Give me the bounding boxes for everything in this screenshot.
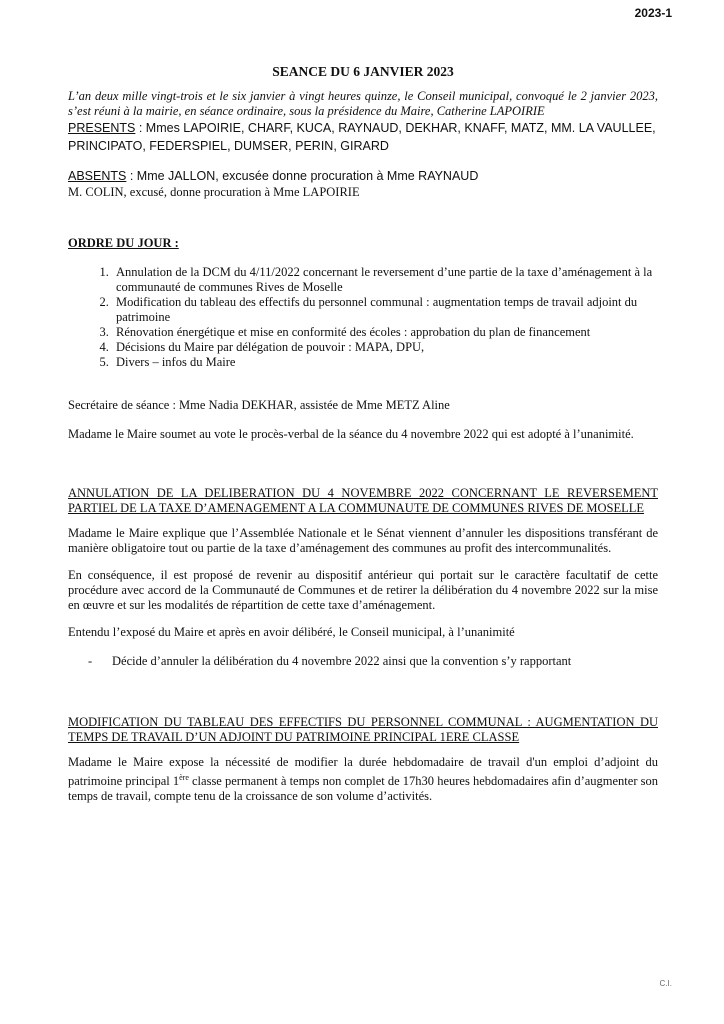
section-2-paragraph [68, 755, 658, 804]
page-reference: 2023-1 [634, 6, 672, 20]
agenda-item: 3. Rénovation énergétique et mise en conformité des écoles : approbation du plan de financement [112, 325, 658, 340]
section-2-text-a: Madame le Maire expose la nécessité de modifier la durée hebdomadaire de travail d'un emploi d’adjoint du patrimoine principal 1 [68, 755, 658, 789]
section-1-paragraph: Entendu l’exposé du Maire et après en avoir délibéré, le Conseil municipal, à l’unanimité [68, 625, 515, 639]
presents-label: PRESENTS [68, 121, 136, 135]
absents-line-2: M. COLIN, excusé, donne procuration à Mme LAPOIRIE [68, 185, 360, 199]
section-1-decision-list [68, 654, 658, 669]
pv-vote: Madame le Maire soumet au vote le procès-verbal de la séance du 4 novembre 2022 qui est adopté à l’unanimité. [68, 427, 634, 441]
initials-mark: C.I. [659, 979, 672, 988]
agenda-title: ORDRE DU JOUR : [68, 236, 179, 250]
section-1-paragraph: Madame le Maire explique que l’Assemblée Nationale et le Sénat viennent d’annuler les dispositions transférant de manière obligatoire tout ou partie de la taxe d’aménagement des communes au profit des intercommunalités. [68, 526, 658, 555]
section-1-heading: ANNULATION DE LA DELIBERATION DU 4 NOVEMBRE 2022 CONCERNANT LE REVERSEMENT PARTIEL DE LA TAXE D’AMENAGEMENT A LA COMMUNAUTE DE COMMUNES RIVES DE MOSELLE [68, 486, 658, 515]
session-secretary: Secrétaire de séance : Mme Nadia DEKHAR, assistée de Mme METZ Aline [68, 398, 450, 412]
decision-item: - Décide d’annuler la délibération du 4 novembre 2022 ainsi que la convention s’y rapportant [88, 654, 658, 669]
absents-label: ABSENTS [68, 169, 127, 183]
agenda-item: 4. Décisions du Maire par délégation de pouvoir : MAPA, DPU, [112, 340, 658, 355]
agenda-list [68, 265, 658, 370]
presents-line [68, 119, 658, 155]
section-2-text-b: classe permanent à temps non complet de 17h30 heures hebdomadaires afin d’augmenter son temps de travail, compte tenu de la croissance de son volume d’activités. [68, 774, 658, 804]
agenda-item: 2. Modification du tableau des effectifs du personnel communal : augmentation temps de travail adjoint du patrimoine [112, 295, 658, 325]
minutes-document [68, 64, 658, 804]
section-1-paragraph: En conséquence, il est proposé de revenir au dispositif antérieur qui portait sur le caractère facultatif de cette procédure avec accord de la Communauté de Communes et de retirer la délibération du 4 novembre 2022 sur la mise en œuvre et sur les modalités de répartition de cette taxe d’aménagement. [68, 568, 658, 612]
session-intro: L’an deux mille vingt-trois et le six janvier à vingt heures quinze, le Conseil municipal, convoqué le 2 janvier 2023, s’est réuni à la mairie, en séance ordinaire, sous la présidence du Maire, Catherine LAPOIRIE [68, 89, 658, 118]
presents-text: : Mmes LAPOIRIE, CHARF, KUCA, RAYNAUD, DEKHAR, KNAFF, MATZ, MM. LA VAULLEE, PRINCIPATO, FEDERSPIEL, DUMSER, PERIN, GIRARD [68, 121, 656, 153]
ordinal-superscript: ère [179, 773, 189, 782]
section-2-heading: MODIFICATION DU TABLEAU DES EFFECTIFS DU PERSONNEL COMMUNAL : AUGMENTATION DU TEMPS DE TRAVAIL D’UN ADJOINT DU PATRIMOINE PRINCIPAL 1ERE CLASSE [68, 715, 658, 744]
absents-text: : Mme JALLON, excusée donne procuration à Mme RAYNAUD [126, 169, 479, 183]
agenda-item: 1. Annulation de la DCM du 4/11/2022 concernant le reversement d’une partie de la taxe d’aménagement à la communauté de communes Rives de Moselle [112, 265, 658, 295]
absents-line [68, 167, 658, 185]
session-title: SEANCE DU 6 JANVIER 2023 [272, 64, 454, 79]
agenda-item: 5. Divers – infos du Maire [112, 355, 658, 370]
